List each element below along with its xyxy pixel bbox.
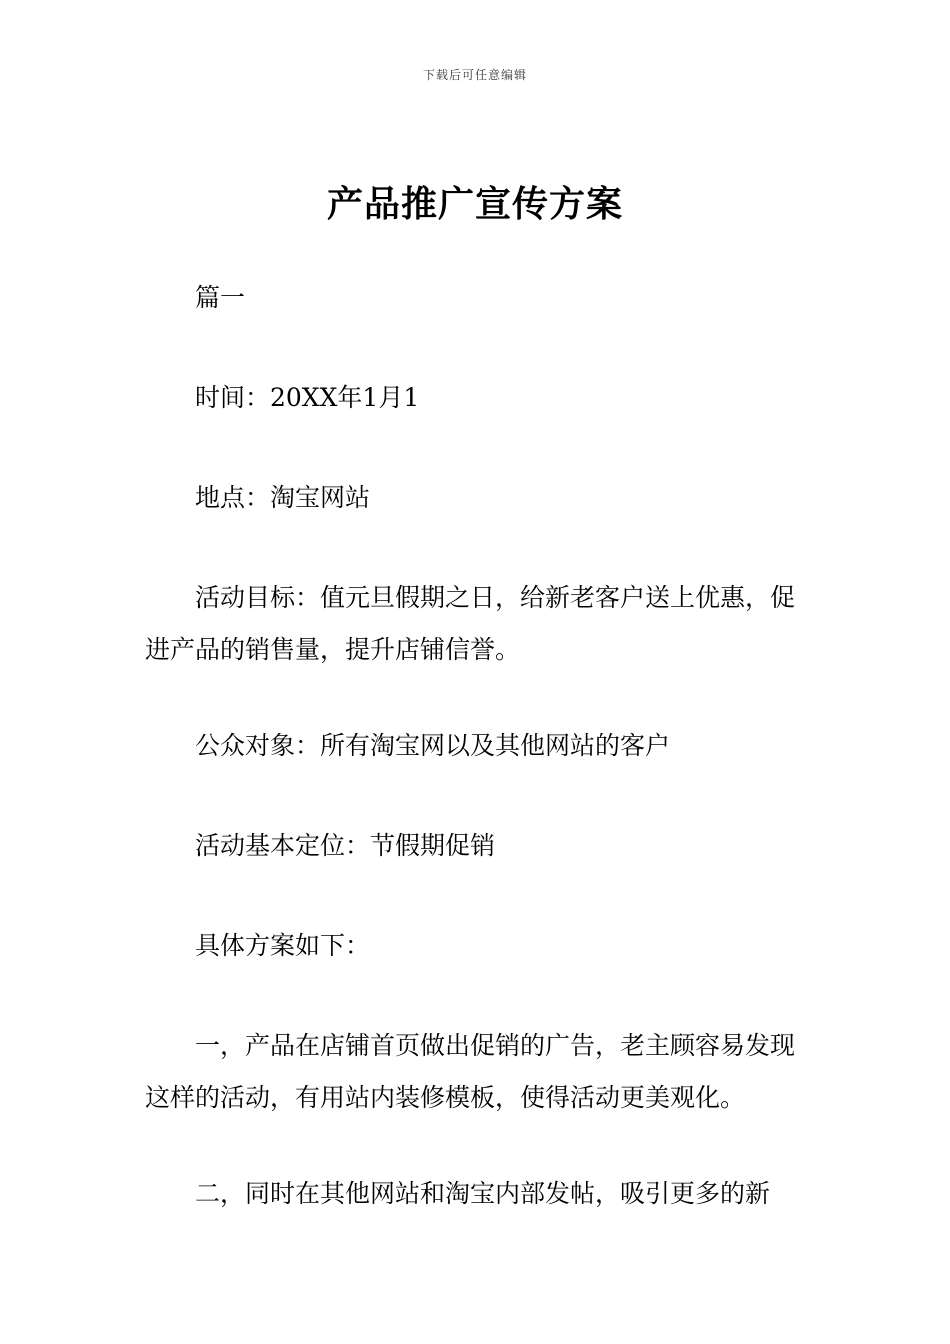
header-note: 下载后可任意编辑 [422,68,527,82]
paragraph-goal: 活动目标：值元旦假期之日，给新老客户送上优惠，促进产品的销售量，提升店铺信誉。 [145,583,796,664]
paragraph-plan-item-1: 一，产品在店铺首页做出促销的广告，老主顾容易发现这样的活动，有用站内装修模板，使得活动更美观化。 [145,1031,796,1112]
paragraph-positioning: 活动基本定位：节假期促销 [195,831,496,860]
document-title: 产品推广宣传方案 [326,184,623,225]
paragraph-location: 地点：淘宝网站 [195,483,371,512]
paragraph-section-label: 篇一 [195,283,246,312]
paragraph-audience: 公众对象：所有淘宝网以及其他网站的客户 [195,731,671,760]
paragraph-time: 时间：20XX年1月1 [195,383,420,412]
paragraph-plan-item-2: 二，同时在其他网站和淘宝内部发帖，吸引更多的新 [195,1179,771,1208]
paragraph-plan-intro: 具体方案如下： [195,931,371,960]
